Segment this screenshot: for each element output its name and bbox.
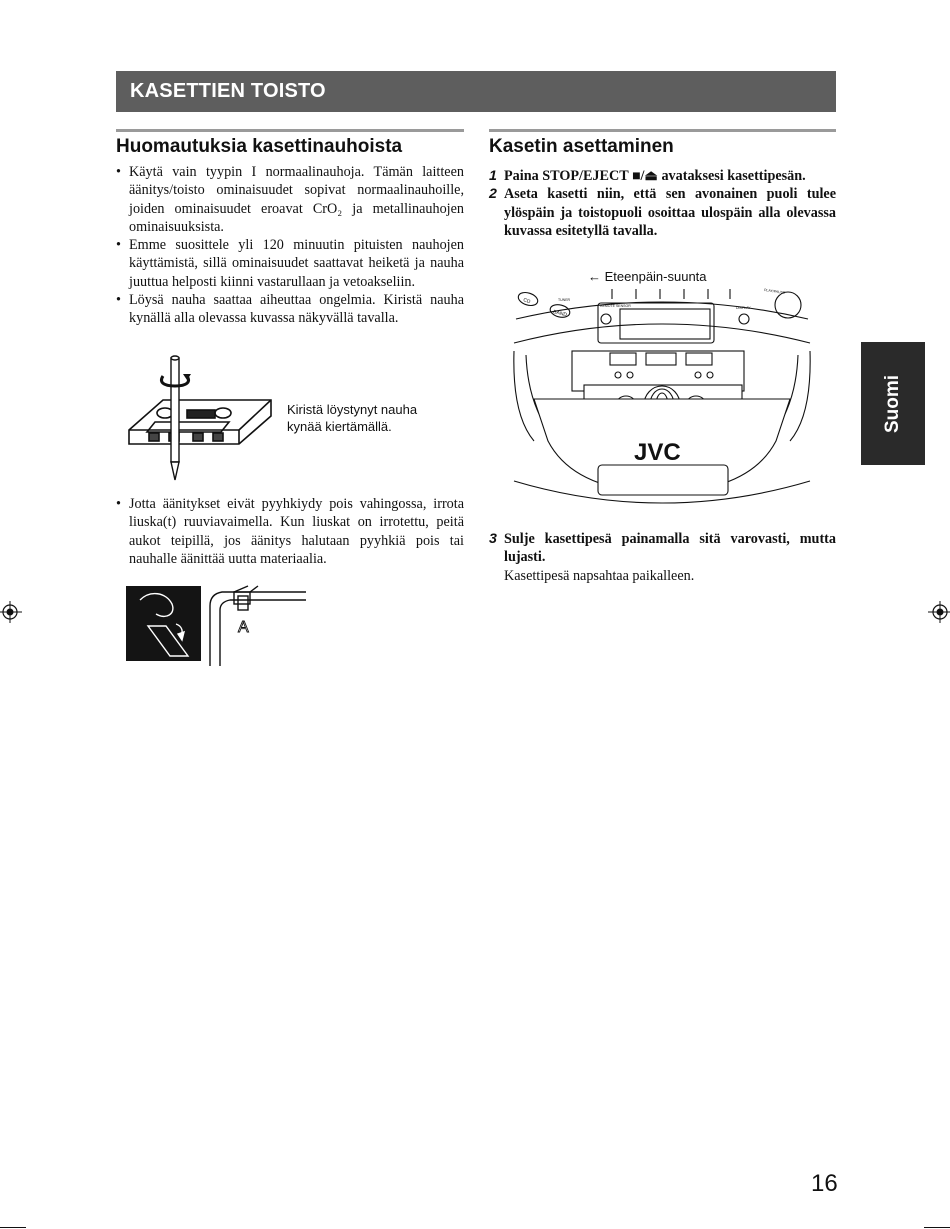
section-title: KASETTIEN TOISTO [130,80,326,102]
registration-mark-left [0,600,24,624]
bullet-item: • Jotta äänitykset eivät pyyhkiydy pois vahingossa, irrota liuska(t) ruuviavaimella. Kun liuskat on irrotettu, peitä aukot teipillä, jos äänitys halutaan pyyhkiä pois tai nauhalle äänittää uutta materiaalia. [116,495,464,568]
right-column-rule [489,129,836,132]
step-item [489,530,836,567]
tab-removal-illustration [126,586,311,668]
step-number: 3 [489,531,497,547]
play-button-label: PLAY/PAUSE [763,288,786,295]
caption-line: kynää kiertämällä. [287,419,392,434]
caption-line: Kiristä löystynyt nauha [287,402,418,417]
right-steps [489,167,836,240]
figure2-label: A [238,619,249,636]
cassette-pencil-illustration [125,352,275,487]
step-text: Aseta kasetti niin, että sen avonainen puoli tulee ylöspäin ja toistopuoli osoittaa ulospäin alla olevassa kuvassa esitetyllä tavalla. [504,186,836,239]
section-header-bar [116,71,836,112]
right-heading: Kasetin asettaminen [489,136,674,157]
page-number: 16 [811,1170,838,1197]
boombox-cassette-illustration [512,265,812,520]
band-button-label: BAND [552,309,568,319]
step-text: Sulje kasettipesä painamalla sitä varovasti, mutta lujasti. [504,531,836,566]
bullet-item: • Käytä vain tyypin I normaalinauhoja. Tämän laitteen äänitys/toisto ominaisuudet sopivat normaalinauhoille, joiden ominaisuudet eroavat CrO₂ ja metallinauhojen ominaisuuksista. [116,163,464,236]
step-item [489,167,836,185]
step-number: 2 [489,186,497,203]
display-button-label: DISPLAY [736,306,751,310]
left-bullets [116,163,464,328]
bullet-item: • Löysä nauha saattaa aiheuttaa ongelmia. Kiristä nauha kynällä alla olevassa kuvassa näkyvällä tavalla. [116,291,464,328]
crop-mark-bottom-right [924,1227,950,1228]
step-subtext: Kasettipesä napsahtaa paikalleen. [504,567,695,584]
remote-sensor-label: REMOTE SENSOR [600,304,631,308]
right-step3 [489,530,836,585]
figure1-caption [287,401,417,435]
left-heading: Huomautuksia kasettinauhoista [116,136,403,157]
language-side-tab [861,342,925,465]
tuner-button-label: TUNER [558,298,571,302]
crop-mark-bottom-left [0,1227,26,1228]
cd-button-label: CD [522,297,532,306]
step-text: Paina STOP/EJECT ■/⏏ avataksesi kasettipesän. [504,168,806,184]
left-column-rule [116,129,464,132]
bullet-item: • Emme suosittele yli 120 minuutin pituisten nauhojen käyttämistä, sillä ominaisuudet saattavat heiketä ja nauha juuttua helposti kiinni vastarullaan ja vetoakseliin. [116,236,464,291]
step-item [489,185,836,240]
language-tab-label: Suomi [882,374,903,433]
step-number: 1 [489,168,497,184]
left-bullets-2 [116,495,464,568]
brand-logo: JVC [634,439,681,466]
direction-label: ← Eteenpäin-suunta [588,269,707,284]
registration-mark-right [926,600,950,624]
